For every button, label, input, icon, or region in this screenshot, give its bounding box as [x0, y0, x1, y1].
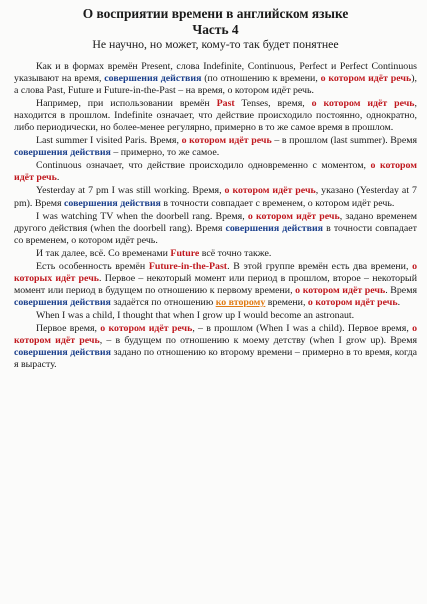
text-run: I was watching TV when the doorbell rang. Время,: [36, 210, 248, 222]
paragraph: [14, 323, 417, 371]
emphasis-red: о котором идёт речь: [224, 185, 316, 197]
text-run: , указано (Yesterday at 7 pm). Время: [14, 185, 417, 209]
emphasis-red: о котором идёт речь: [247, 210, 340, 222]
text-run: – примерно, то же самое.: [110, 147, 220, 159]
text-run: Например, при использовании времён: [36, 98, 217, 110]
paragraph: [14, 185, 417, 209]
part-label: Часть 4: [192, 22, 239, 37]
text-run: задаётся по отношению: [110, 296, 216, 308]
paragraph: [14, 135, 417, 159]
text-run: , – в будущем по отношению к моему детству (when I grow up). Время: [99, 335, 417, 347]
text-run: задано по отношению ко второму времени – примерно в то время, когда я вырасту.: [14, 347, 417, 371]
emphasis-red: о которых идёт речь: [14, 260, 417, 284]
text-run: Tenses, время,: [234, 98, 312, 110]
emphasis-red: о котором идёт речь: [181, 135, 272, 147]
emphasis-red: о котором идёт речь: [295, 284, 386, 296]
text-run: всё точно также.: [199, 247, 272, 259]
text-run: ), а слова Past, Future и Future-in-the-Past – на время, о котором идёт речь.: [14, 73, 417, 97]
text-run: Первое время,: [36, 322, 101, 334]
emphasis-red: Future-in-the-Past: [148, 260, 228, 272]
text-run: в точности совпадает с временем, о котором идёт речь.: [160, 197, 395, 209]
paragraph: [14, 98, 417, 134]
text-run: Continuous означает, что действие происходило одновременно с моментом,: [36, 160, 371, 172]
text-run: Yesterday at 7 pm I was still working. Время,: [36, 185, 225, 197]
emphasis-red: о котором идёт речь: [100, 322, 193, 334]
text-run: (по отношению к времени,: [201, 73, 321, 85]
text-run: Как и в формах времён Present, слова Indefinite, Continuous, Perfect и Perfect Continuous указывают на время,: [14, 61, 417, 85]
emphasis-blue: совершения действия: [14, 147, 111, 159]
text-run: , – в прошлом (When I was a child). Первое время,: [192, 322, 413, 334]
emphasis-blue: совершения действия: [14, 347, 111, 359]
emphasis-red: о котором идёт речь: [14, 160, 417, 184]
emphasis-red: о котором идёт речь: [320, 73, 412, 85]
paragraph: [14, 211, 417, 247]
emphasis-blue: совершения действия: [64, 197, 161, 209]
paragraph: [14, 248, 417, 260]
intro-line: Не научно, но может, кому-то так будет понятнее: [92, 37, 339, 51]
emphasis-blue: совершения действия: [104, 73, 202, 85]
text-run: , находится в прошлом. Indefinite означает, что действие происходило постоянно, однократно, либо периодически, но более-менее регулярно, примерно в то же самое время в прошлом.: [14, 98, 418, 134]
emphasis-red: о котором идёт речь: [14, 322, 418, 347]
paragraph: [14, 61, 417, 97]
paragraph: [14, 261, 417, 309]
text-run: – в прошлом (last summer). Время: [271, 135, 417, 147]
text-run: . В этой группе времён есть два времени,: [227, 260, 413, 272]
emphasis-red: о котором идёт речь: [307, 296, 398, 308]
text-run: . Время: [385, 284, 417, 296]
emphasis-red: о котором идёт речь: [311, 98, 415, 110]
document-body: [14, 61, 417, 371]
text-run: . Первое – некоторый момент или период в прошлом, второе – некоторый момент или период в будущем по отношению к первому времени,: [14, 272, 417, 296]
text-run: в точности совпадает со временем, о котором идёт речь.: [14, 222, 417, 246]
text-run: When I was a child, I thought that when I grow up I would become an astronaut.: [36, 309, 355, 321]
text-run: .: [56, 172, 60, 184]
emphasis-orange-underlined: ко второму: [215, 296, 266, 308]
emphasis-red: Past: [216, 98, 235, 110]
text-run: , задано временем другого действия (when the doorbell rang). Время: [14, 210, 417, 234]
text-run: времени,: [265, 296, 308, 308]
emphasis-blue: совершения действия: [14, 296, 111, 308]
paragraph: [14, 160, 417, 184]
text-run: Last summer I visited Paris. Время,: [36, 135, 182, 147]
emphasis-blue: совершения действия: [225, 222, 323, 234]
document-title: О восприятии времени в английском языке: [82, 6, 349, 21]
text-run: .: [397, 296, 401, 308]
emphasis-red: Future: [170, 247, 200, 259]
text-run: И так далее, всё. Со временами: [36, 247, 171, 259]
paragraph: [14, 310, 417, 322]
text-run: Есть особенность времён: [36, 260, 149, 272]
